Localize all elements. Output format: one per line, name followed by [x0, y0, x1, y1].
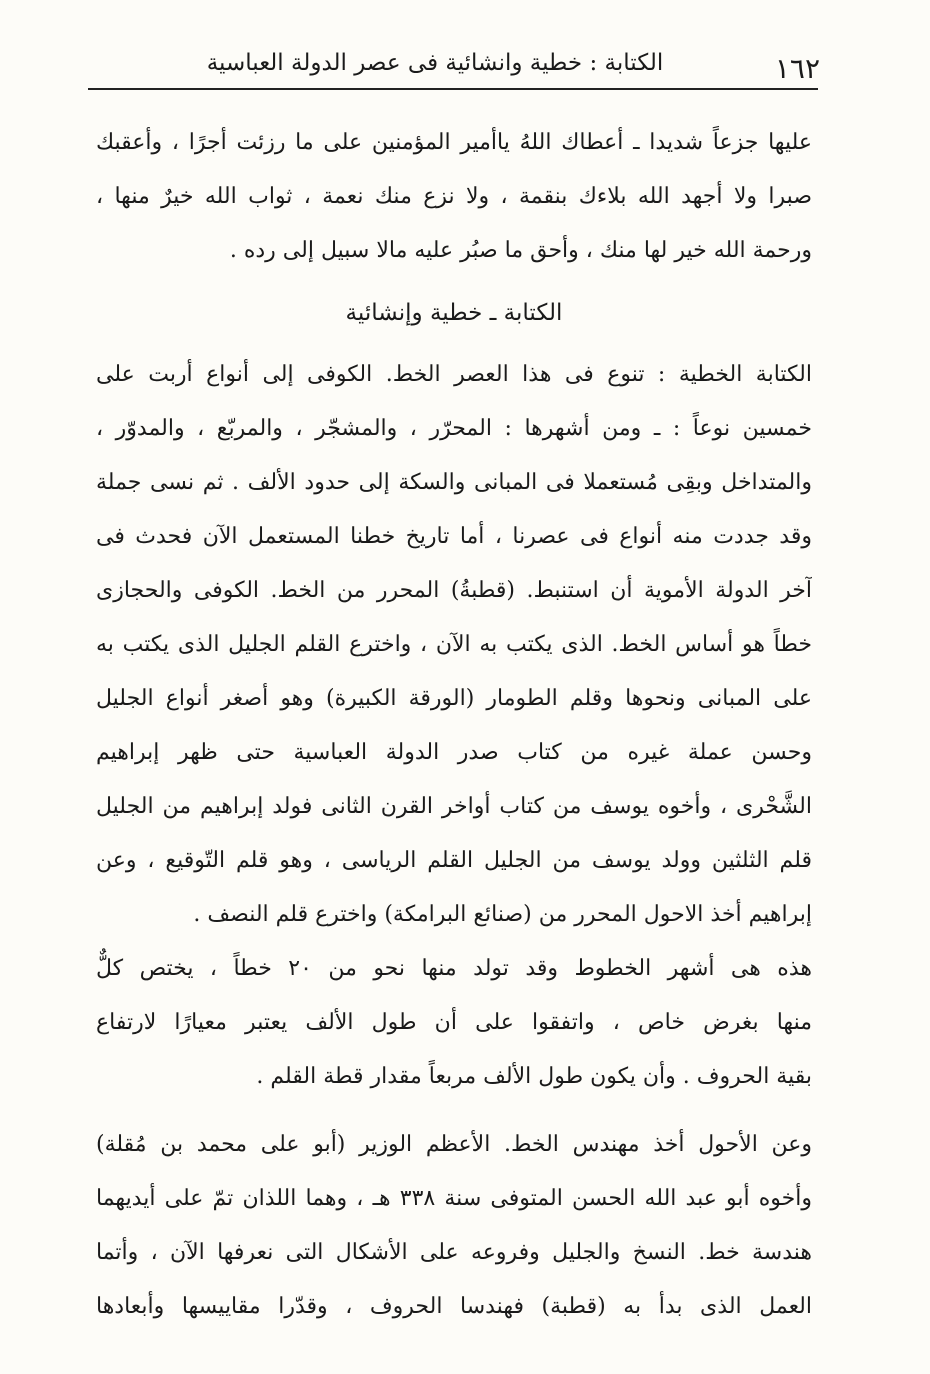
body-text — [96, 116, 812, 1334]
text-line: وقد جددت منه أنواع فى عصرنا ، أما تاريخ خطنا المستعمل الآن فحدث فى — [96, 524, 812, 549]
text-line: بقية الحروف . وأن يكون طول الألف مربعاً مقدار قطة القلم . — [256, 1064, 812, 1089]
text-line: صبرا ولا أجهد الله بلاءك بنقمة ، ولا نزع منك نعمة ، ثواب الله خيرٌ منها ، — [96, 184, 812, 209]
text-line: عليها جزعاً شديدا ـ أعطاك اللهُ ياأمير المؤمنين على ما رزئت أجرًا ، وأعقبك — [96, 130, 812, 155]
text-line: هذه هى أشهر الخطوط وقد تولد منها نحو من ٢٠ خطاً ، يختص كلٌّ — [96, 956, 812, 981]
page-header — [80, 44, 820, 84]
header-rule — [88, 88, 818, 90]
text-line: خطاً هو أساس الخط. الذى يكتب به الآن ، واخترع القلم الجليل الذى يكتب به — [96, 632, 812, 657]
text-line: منها بغرض خاص ، واتفقوا على أن طول الألف يعتبر معيارًا لارتفاع — [96, 1010, 812, 1035]
text-line: آخر الدولة الأموية أن استنبط. (قطبةُ) المحرر من الخط. الكوفى والحجازى — [96, 578, 812, 603]
text-line: خمسين نوعاً : ـ ومن أشهرها : المحرّر ، والمشجّر ، والمربّع ، والمدوّر ، — [96, 416, 812, 441]
text-line: والمتداخل وبقِى مُستعملا فى المبانى والسكة إلى حدود الألف . ثم نسى جملة — [96, 470, 812, 495]
paragraph-gap — [96, 1104, 812, 1118]
page-number: ١٦٢ — [774, 52, 820, 85]
text-line: إبراهيم أخذ الاحول المحرر من (صنائع البرامكة) واخترع قلم النصف . — [193, 902, 812, 927]
text-line: وأخوه أبو عبد الله الحسن المتوفى سنة ٣٣٨ هـ ، وهما اللذان تمّ على أيديهما — [96, 1186, 812, 1211]
section-title: الكتابة ـ خطية وإنشائية — [345, 300, 563, 326]
text-line: قلم الثلثين وولد يوسف من الجليل القلم الرياسى ، وهو قلم التّوقيع ، وعن — [96, 848, 812, 873]
text-line: الشَّحْرى ، وأخوه يوسف من كتاب أواخر القرن الثانى فولد إبراهيم من الجليل — [96, 794, 812, 819]
running-title: الكتابة : خطية وانشائية فى عصر الدولة العباسية — [206, 50, 664, 76]
text-line: وحسن عملة غيره من كتاب صدر الدولة العباسية حتى ظهر إبراهيم — [96, 740, 812, 765]
text-line: العمل الذى بدأ به (قطبة) فهندسا الحروف ، وقدّرا مقاييسها وأبعادها — [96, 1294, 812, 1319]
text-line: ورحمة الله خير لها منك ، وأحق ما صبُر عليه مالا سبيل إلى رده . — [229, 238, 812, 263]
text-line: وعن الأحول أخذ مهندس الخط. الأعظم الوزير (أبو على محمد بن مُقلة) — [96, 1132, 812, 1157]
text-line: على المبانى ونحوها وقلم الطومار (الورقة الكبيرة) وهو أصغر أنواع الجليل — [96, 686, 812, 711]
text-line: الكتابة الخطية : تنوع فى هذا العصر الخط. الكوفى إلى أنواع أربت على — [96, 362, 812, 387]
text-line: هندسة خط. النسخ والجليل وفروعه على الأشكال التى نعرفها الآن ، وأتما — [96, 1240, 812, 1265]
